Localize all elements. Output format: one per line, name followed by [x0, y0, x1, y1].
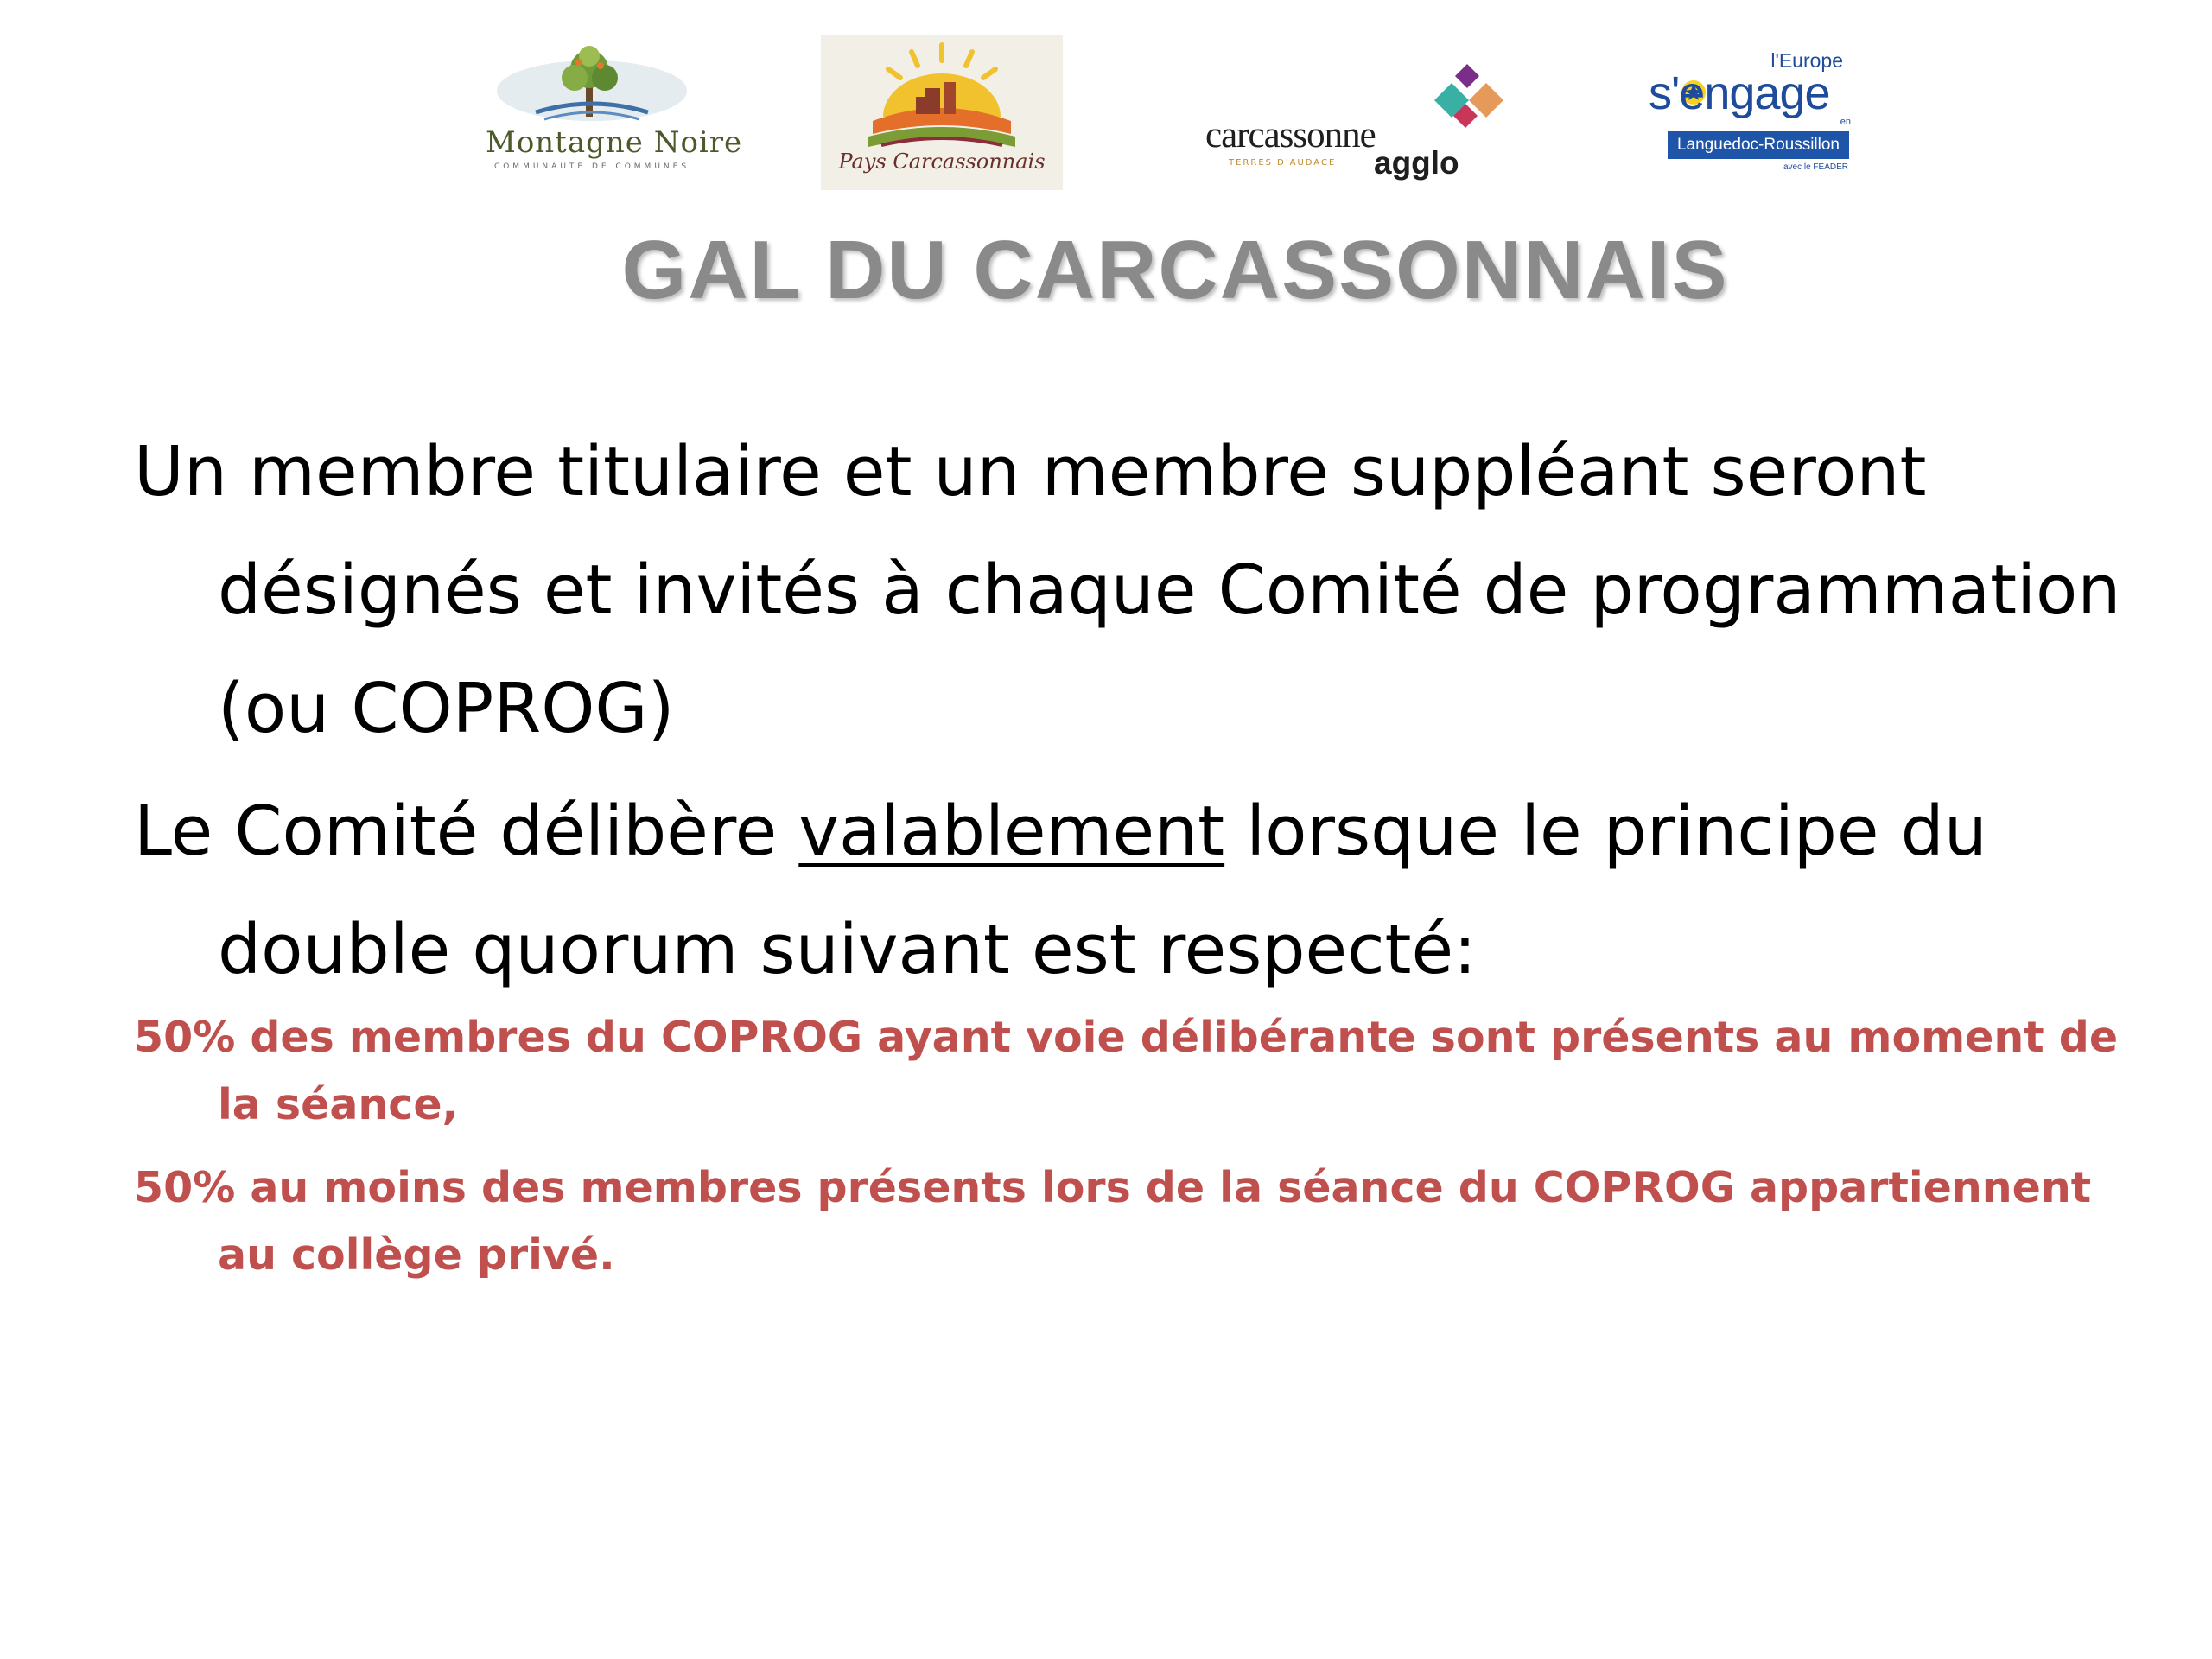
- condition-1: 50% des membres du COPROG ayant voie délibérante sont présents au moment de la séance,: [134, 1013, 2119, 1129]
- slide-body: [134, 413, 2160, 1289]
- paragraph-members: Un membre titulaire et un membre suppléant seront désignés et invités à chaque Comité de programmation (ou COPROG): [134, 432, 2121, 748]
- slide-title: GAL DU CARCASSONNAIS: [621, 224, 1729, 316]
- europe-engage-logo: [1642, 48, 1853, 181]
- carcassonne-agglo-logo: [1201, 60, 1529, 181]
- pays-carcassonnais-logo: [821, 35, 1063, 190]
- montagne-noire-name: Montagne Noire: [486, 125, 743, 160]
- quorum-text-start: Le Comité délibère: [134, 791, 799, 871]
- en-text: en: [1840, 117, 1851, 127]
- carcassonne-text: carcassonne: [1205, 115, 1376, 156]
- region-band: Languedoc-Roussillon: [1668, 131, 1849, 159]
- paragraph-quorum: [134, 772, 2160, 1009]
- agglo-text: agglo: [1374, 145, 1459, 181]
- europe-text: l'Europe: [1770, 49, 1843, 72]
- engage-text: s'engage: [1649, 67, 1830, 119]
- carcassonne-tagline: TERRES D'AUDACE: [1229, 158, 1337, 168]
- condition-2: 50% au moins des membres présents lors de la séance du COPROG appartiennent au collège privé.: [134, 1163, 2092, 1280]
- pays-carcassonnais-name: Pays Carcassonnais: [838, 149, 1046, 174]
- underlined-word: valablement: [798, 791, 1225, 871]
- montagne-noire-logo: [484, 35, 743, 186]
- quorum-text-end: lorsque le principe du double quorum suivant est respecté:: [218, 791, 1987, 989]
- montagne-noire-subtitle: COMMUNAUTE DE COMMUNES: [493, 162, 690, 171]
- feader-text: avec le FEADER: [1783, 162, 1848, 172]
